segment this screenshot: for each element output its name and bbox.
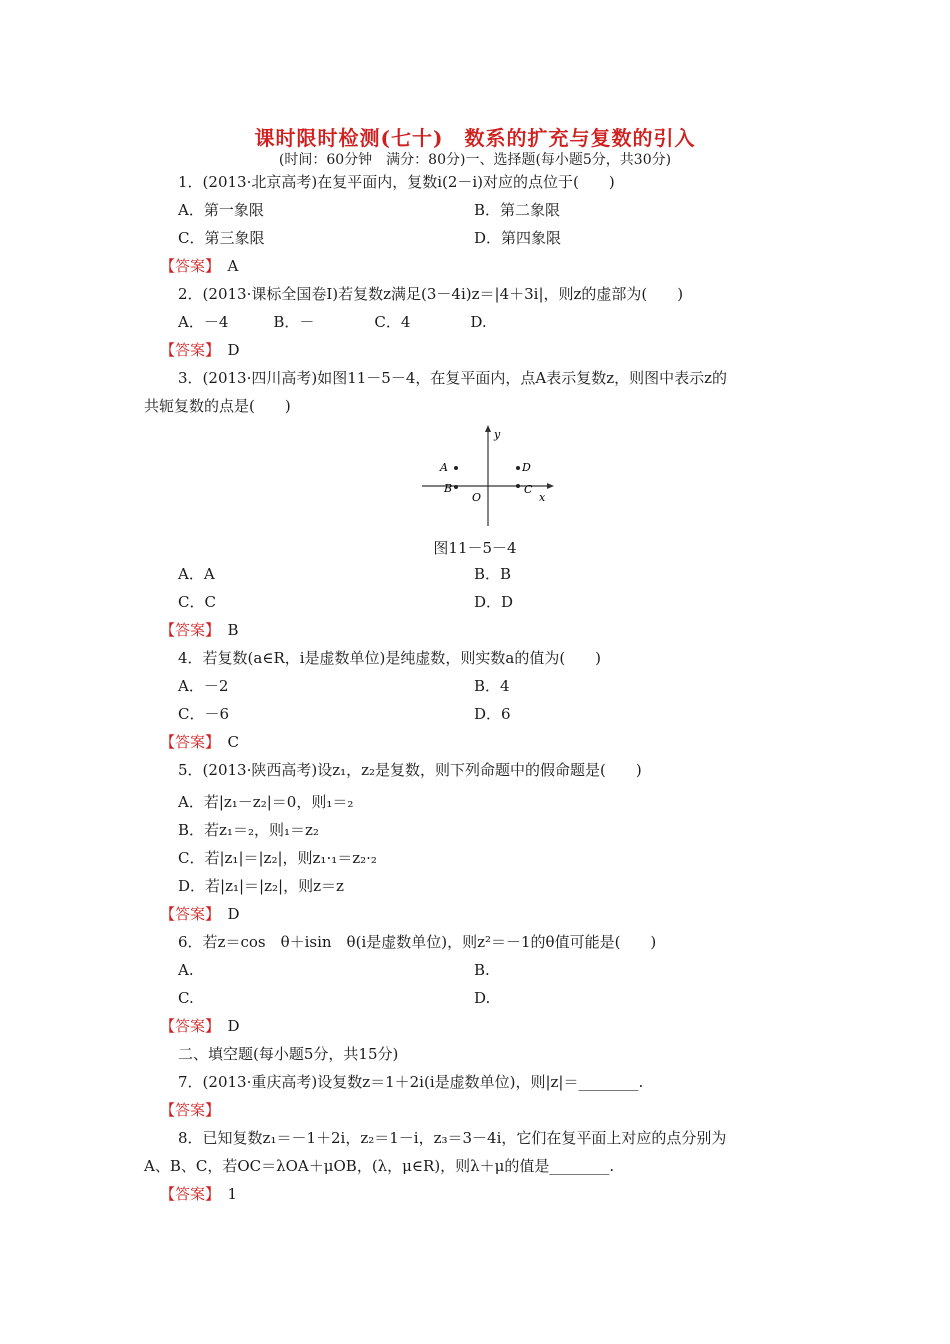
- complex-plane-svg: [418, 422, 558, 530]
- q3-answer: [160, 620, 239, 640]
- x-axis-label: x: [539, 491, 546, 504]
- answer-value: C: [227, 733, 240, 751]
- answer-value: A: [227, 257, 239, 275]
- q4-option-b: B．4: [474, 677, 510, 695]
- x-axis-arrow-icon: [547, 483, 554, 489]
- page-title: 课时限时检测(七十) 数系的扩充与复数的引入: [254, 126, 696, 150]
- point-a-label: A: [440, 461, 448, 474]
- q4-stem: 4．若复数(a∈R，i是虚数单位)是纯虚数，则实数a的值为( ): [178, 649, 602, 667]
- q8-stem-line2: A、B、C，若OC＝λOA＋μOB，(λ，μ∈R)，则λ＋μ的值是________.: [144, 1157, 615, 1175]
- q8-answer: [160, 1184, 237, 1204]
- point-b: [454, 485, 458, 489]
- answer-label: 【答案】: [160, 621, 213, 639]
- answer-label: 【答案】: [160, 341, 213, 359]
- q3-option-d: D．D: [474, 593, 514, 611]
- y-axis-arrow-icon: [485, 425, 491, 432]
- point-c-label: C: [524, 483, 533, 496]
- q1-option-b: B．第二象限: [474, 201, 561, 219]
- q2-answer: [160, 340, 240, 360]
- q4-option-a: A．－2: [178, 677, 229, 695]
- q1-stem: 1．(2013·北京高考)在复平面内，复数i(2－i)对应的点位于( ): [178, 173, 615, 191]
- q4-answer: [160, 732, 239, 752]
- q4-option-c: C．－6: [178, 705, 230, 723]
- answer-label: 【答案】: [160, 1101, 213, 1119]
- q4-option-d: D．6: [474, 705, 511, 723]
- q2-stem: 2．(2013·课标全国卷Ⅰ)若复数z满足(3－4i)z＝|4＋3i|，则z的虚部为( ): [178, 285, 684, 303]
- q5-option-c: C．若|z₁|＝|z₂|，则z₁·₁＝z₂·₂: [178, 849, 377, 867]
- q6-option-a: A.: [178, 961, 194, 979]
- q1-answer: [160, 256, 238, 276]
- q8-stem-line1: 8．已知复数z₁＝－1＋2i，z₂＝1－i，z₃＝3－4i，它们在复平面上对应的点分别为: [178, 1129, 727, 1147]
- q3-option-c: C．C: [178, 593, 216, 611]
- answer-label: 【答案】: [160, 733, 213, 751]
- answer-label: 【答案】: [160, 1017, 213, 1035]
- q5-stem: 5．(2013·陕西高考)设z₁，z₂是复数，则下列命题中的假命题是( ): [178, 761, 642, 779]
- point-d: [516, 466, 520, 470]
- q5-option-b: B．若z₁＝₂，则₁＝z₂: [178, 821, 319, 839]
- answer-value: B: [227, 621, 239, 639]
- q3-stem-line2: 共轭复数的点是( ): [144, 397, 291, 415]
- answer-label: 【答案】: [160, 905, 213, 923]
- answer-label: 【答案】: [160, 257, 213, 275]
- q3-stem-line1: 3．(2013·四川高考)如图11－5－4，在复平面内，点A表示复数z，则图中表示z的: [178, 369, 728, 387]
- q7-stem: 7．(2013·重庆高考)设复数z＝1＋2i(i是虚数单位)，则|z|＝________.: [178, 1073, 644, 1091]
- q2-options: A．－4 B．－ C．4 D.: [178, 313, 487, 331]
- origin-label: O: [472, 491, 482, 504]
- q6-option-d: D.: [474, 989, 491, 1007]
- q1-option-d: D．第四象限: [474, 229, 562, 247]
- q5-answer: [160, 904, 240, 924]
- q3-option-a: A．A: [178, 565, 215, 583]
- answer-value: D: [227, 1017, 240, 1035]
- q6-stem: 6．若z＝cos θ＋isin θ(i是虚数单位)，则z²＝－1的θ值可能是( ): [178, 933, 657, 951]
- q3-option-b: B．B: [474, 565, 512, 583]
- answer-value: D: [227, 905, 240, 923]
- y-axis-label: y: [494, 428, 501, 441]
- q5-option-a: A．若|z₁－z₂|＝0，则₁＝₂: [178, 793, 354, 811]
- q7-answer: [160, 1100, 228, 1120]
- q1-option-c: C．第三象限: [178, 229, 265, 247]
- point-d-label: D: [522, 461, 531, 474]
- answer-label: 【答案】: [160, 1185, 213, 1203]
- complex-plane-figure: [418, 422, 558, 530]
- answer-value: 1: [227, 1185, 238, 1203]
- q6-option-b: B.: [474, 961, 490, 979]
- section-heading-fill-in: 二、填空题(每小题5分，共15分): [178, 1045, 399, 1063]
- q1-option-a: A．第一象限: [178, 201, 264, 219]
- point-c: [516, 484, 520, 488]
- page-subtitle: (时间：60分钟 满分：80分)一、选择题(每小题5分，共30分): [278, 152, 672, 168]
- answer-value: D: [227, 341, 240, 359]
- q6-option-c: C.: [178, 989, 194, 1007]
- point-b-label: B: [444, 482, 453, 495]
- figure-caption: 图11－5－4: [433, 539, 517, 557]
- q6-answer: [160, 1016, 240, 1036]
- point-a: [454, 466, 458, 470]
- q5-option-d: D．若|z₁|＝|z₂|，则z＝z: [178, 877, 344, 895]
